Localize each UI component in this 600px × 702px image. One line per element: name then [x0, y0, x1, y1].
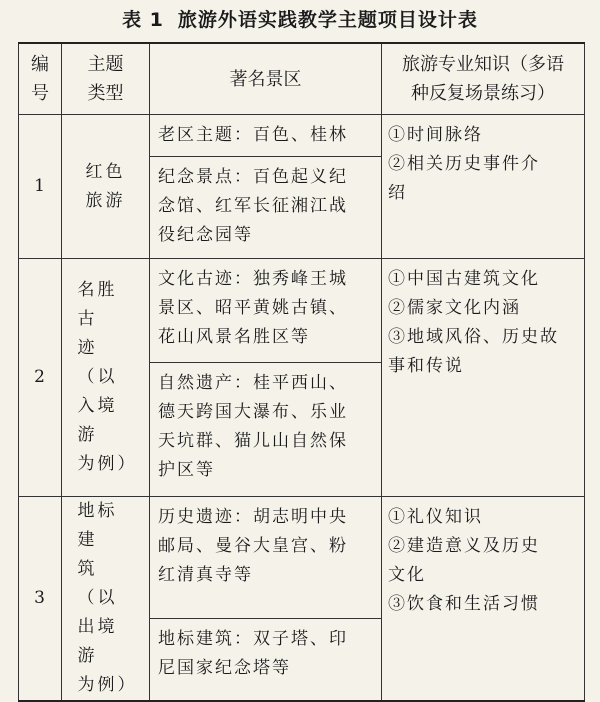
header-site: 著名景区 [150, 43, 382, 115]
header-type: 主题 类型 [62, 43, 150, 115]
site-cell: 文化古迹：独秀峰王城 景区、昭平黄姚古镇、 花山风景名胜区等 [150, 259, 382, 363]
site-cell: 地标建筑：双子塔、印 尼国家纪念塔等 [150, 618, 382, 701]
knowledge-cell: ①中国古建筑文化 ②儒家文化内涵 ③地域风俗、历史故 事和传说 [382, 259, 585, 497]
site-cell: 历史遗迹：胡志明中央 邮局、曼谷大皇宫、粉 红清真寺等 [150, 497, 382, 619]
site-cell: 纪念景点：百色起义纪 念馆、红军长征湘江战 役纪念园等 [150, 157, 382, 259]
knowledge-cell: ①时间脉络 ②相关历史事件介 绍 [382, 115, 585, 259]
header-num: 编 号 [19, 43, 62, 115]
table-row [19, 115, 585, 157]
header-row [19, 43, 585, 115]
caption-title: 旅游外语实践教学主题项目设计表 [177, 9, 478, 31]
table-caption [0, 6, 600, 34]
row-type: 名胜古 迹（以 入境游 为例） [62, 259, 150, 497]
table-row [19, 259, 585, 363]
caption-label: 表 1 [122, 9, 164, 31]
row-number: 2 [19, 259, 62, 497]
row-number: 3 [19, 497, 62, 702]
row-number: 1 [19, 115, 62, 259]
site-cell: 老区主题：百色、桂林 [150, 115, 382, 157]
site-cell: 自然遗产：桂平西山、 德天跨国大瀑布、乐业 天坑群、猫儿山自然保 护区等 [150, 363, 382, 497]
knowledge-cell: ①礼仪知识 ②建造意义及历史 文化 ③饮食和生活习惯 [382, 497, 585, 702]
row-type: 地标建 筑（以 出境游 为例） [62, 497, 150, 702]
table-row [19, 497, 585, 619]
header-knowledge: 旅游专业知识（多语 种反复场景练习） [382, 43, 585, 115]
row-type: 红色 旅游 [62, 115, 150, 259]
theme-project-table [18, 42, 585, 702]
